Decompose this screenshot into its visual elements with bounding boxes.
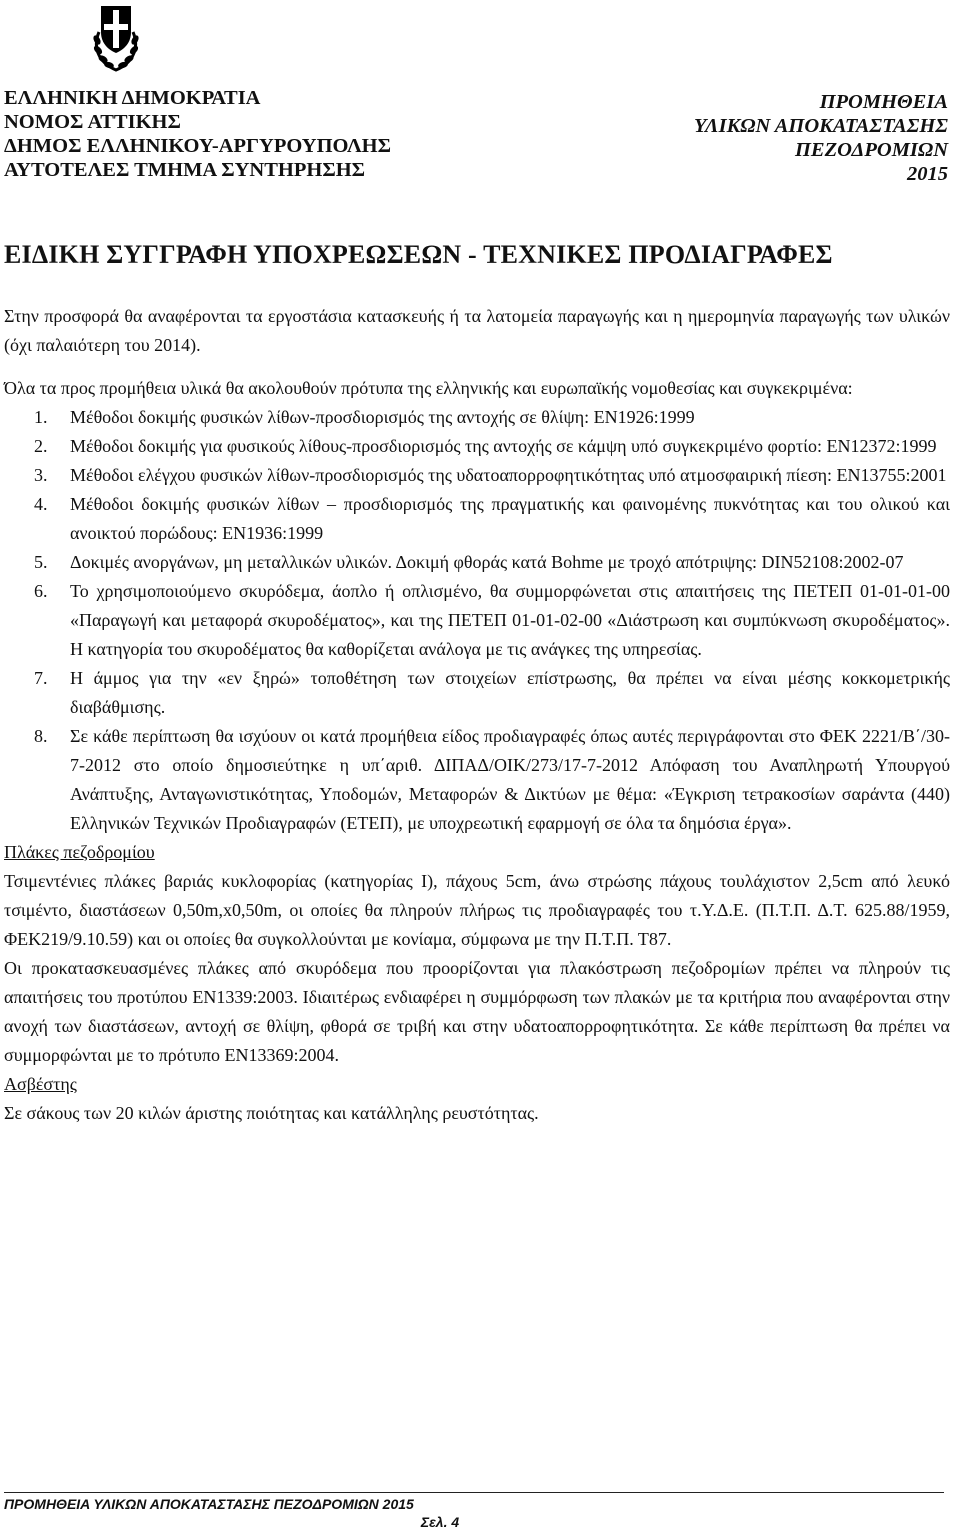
list-item: 6. Το χρησιμοποιούμενο σκυρόδεμα, άοπλο ή οπλισμένο, θα συμμορφώνεται στις απαιτήσεις της ΠΕΤΕΠ 01-01-01-00 «Παραγωγή και μεταφορά σκυροδέματος», και της ΠΕΤΕΠ 01-01-02-00 «Διάστρωση και συμπύκνωση σκυροδέματος». Η κατηγορία του σκυροδέματος θα καθορίζεται ανάλογα με τις ανάγκες της υπηρεσίας. <box>34 581 950 659</box>
intro-paragraph-1: Στην προσφορά θα αναφέρονται τα εργοστάσια κατασκευής ή τα λατομεία παραγωγής και η ημερομηνία παραγωγής των υλικών (όχι παλαιότερη του 2014). <box>4 306 950 355</box>
project-line-1: ΠΡΟΜΗΘΕΙΑ <box>819 91 948 113</box>
project-line-2: ΥΛΙΚΩΝ ΑΠΟΚΑΤΑΣΤΑΣΗΣ <box>693 115 948 137</box>
list-item: 1. Μέθοδοι δοκιμής φυσικών λίθων-προσδιορισμός της αντοχής σε θλίψη: ΕΝ1926:1999 <box>34 407 695 427</box>
footer-title: ΠΡΟΜΗΘΕΙΑ ΥΛΙΚΩΝ ΑΠΟΚΑΤΑΣΤΑΣΗΣ ΠΕΖΟΔΡΟΜΙΩΝ 2015 <box>4 1496 414 1512</box>
issuer-header <box>4 86 391 182</box>
project-header <box>694 90 948 186</box>
footer-divider <box>4 1492 944 1493</box>
header-municipality: ΔΗΜΟΣ ΕΛΛΗΝΙΚΟΥ-ΑΡΓΥΡΟΥΠΟΛΗΣ <box>4 135 392 157</box>
intro-paragraph-2: Όλα τα προς προμήθεια υλικά θα ακολουθούν πρότυπα της ελληνικής και ευρωπαϊκής νομοθεσίας και συγκεκριμένα: <box>4 378 853 398</box>
plakes-paragraph-1: Τσιμεντένιες πλάκες βαριάς κυκλοφορίας (κατηγορίας Ι), πάχους 5cm, άνω στρώσης πάχους τουλάχιστον 2,5cm από λευκό τσιμέντο, διαστάσεων 0,50m,x0,50m, οι οποίες θα πληρούν πλήρως τις προδιαγραφές του τ.Υ.Δ.Ε. (Π.Τ.Π. Δ.Τ. 625.88/1959, ΦΕΚ219/9.10.59) και οι οποίες θα συγκολλούνται με κονίαμα, σύμφωνα με την Π.Τ.Π. Τ87. <box>4 871 950 949</box>
list-item: 7. Η άμμος για την «εν ξηρώ» τοποθέτηση των στοιχείων επίστρωσης, θα πρέπει να είναι μέσης κοκκομετρικής διαβάθμισης. <box>34 668 950 717</box>
list-item: 3. Μέθοδοι ελέγχου φυσικών λίθων-προσδιορισμός της υδατοαπορροφητικότητας υπό ατμοσφαιρική πίεση: ΕΝ13755:2001 <box>34 465 947 485</box>
list-item: 4. Μέθοδοι δοκιμής φυσικών λίθων – προσδιορισμός της πραγματικής και φαινομένης πυκνότητας και του ολικού και ανοικτού πορώδους: ΕΝ1936:1999 <box>34 494 950 543</box>
header-prefecture: ΝΟΜΟΣ ΑΤΤΙΚΗΣ <box>4 111 181 133</box>
page-number: Σελ. 4 <box>420 1514 460 1530</box>
list-item: 8. Σε κάθε περίπτωση θα ισχύουν οι κατά προμήθεια είδος προδιαγραφές όπως αυτές περιγράφονται στο ΦΕΚ 2221/Β΄/30-7-2012 στο οποίο δημοσιεύτηκε η υπ΄αριθ. ΔΙΠΑΔ/ΟΙΚ/273/17-7-2012 Απόφαση του Αναπληρωτή Υπουργού Ανάπτυξης, Ανταγωνιστικότητας, Υποδομών, Μεταφορών & Δικτύων με θέμα: «Έγκριση τετρακοσίων σαράντα (440) Ελληνικών Τεχνικών Προδιαγραφών (ΕΤΕΠ), με υποχρεωτική εφαρμογή σε όλα τα δημόσια έργα». <box>34 726 950 833</box>
header-country: ΕΛΛΗΝΙΚΗ ΔΗΜΟΚΡΑΤΙΑ <box>4 87 261 109</box>
project-year: 2015 <box>907 163 948 185</box>
document-body <box>4 302 950 1128</box>
greek-coat-of-arms-icon <box>89 2 143 74</box>
plakes-heading: Πλάκες πεζοδρομίου <box>4 842 155 862</box>
project-line-3: ΠΕΖΟΔΡΟΜΙΩΝ <box>794 139 948 161</box>
asvestis-paragraph: Σε σάκους των 20 κιλών άριστης ποιότητας και κατάλληλης ρευστότητας. <box>4 1103 539 1123</box>
header-department: ΑΥΤΟΤΕΛΕΣ ΤΜΗΜΑ ΣΥΝΤΗΡΗΣΗΣ <box>4 159 366 181</box>
specs-list <box>4 403 950 838</box>
plakes-paragraph-2: Οι προκατασκευασμένες πλάκες από σκυρόδεμα που προορίζονται για πλακόστρωση πεζοδρομίων πρέπει να πληρούν τις απαιτήσεις του προτύπου ΕΝ1339:2003. Ιδιαιτέρως ενδιαφέρει η συμμόρφωση των πλακών με τα κριτήρια που αναφέρονται στην ανοχή των διαστάσεων, αντοχή σε θλίψη, φθορά σε τριβή και στην υδατοαπορροφητικότητα. Σε κάθε περίπτωση θα πρέπει να συμμορφώνται με το πρότυπο ΕΝ13369:2004. <box>4 958 950 1065</box>
asvestis-heading: Ασβέστης <box>4 1074 77 1094</box>
list-item: 2. Μέθοδοι δοκιμής για φυσικούς λίθους-προσδιορισμός της αντοχής σε κάμψη υπό συγκεκριμένο φορτίο: ΕΝ12372:1999 <box>34 436 937 456</box>
document-title: ΕΙΔΙΚΗ ΣΥΓΓΡΑΦΗ ΥΠΟΧΡΕΩΣΕΩΝ - ΤΕΧΝΙΚΕΣ ΠΡΟΔΙΑΓΡΑΦΕΣ <box>4 240 833 269</box>
list-item: 5. Δοκιμές ανοργάνων, μη μεταλλικών υλικών. Δοκιμή φθοράς κατά Bohme με τροχό απότριψης: DIN52108:2002-07 <box>34 552 904 572</box>
